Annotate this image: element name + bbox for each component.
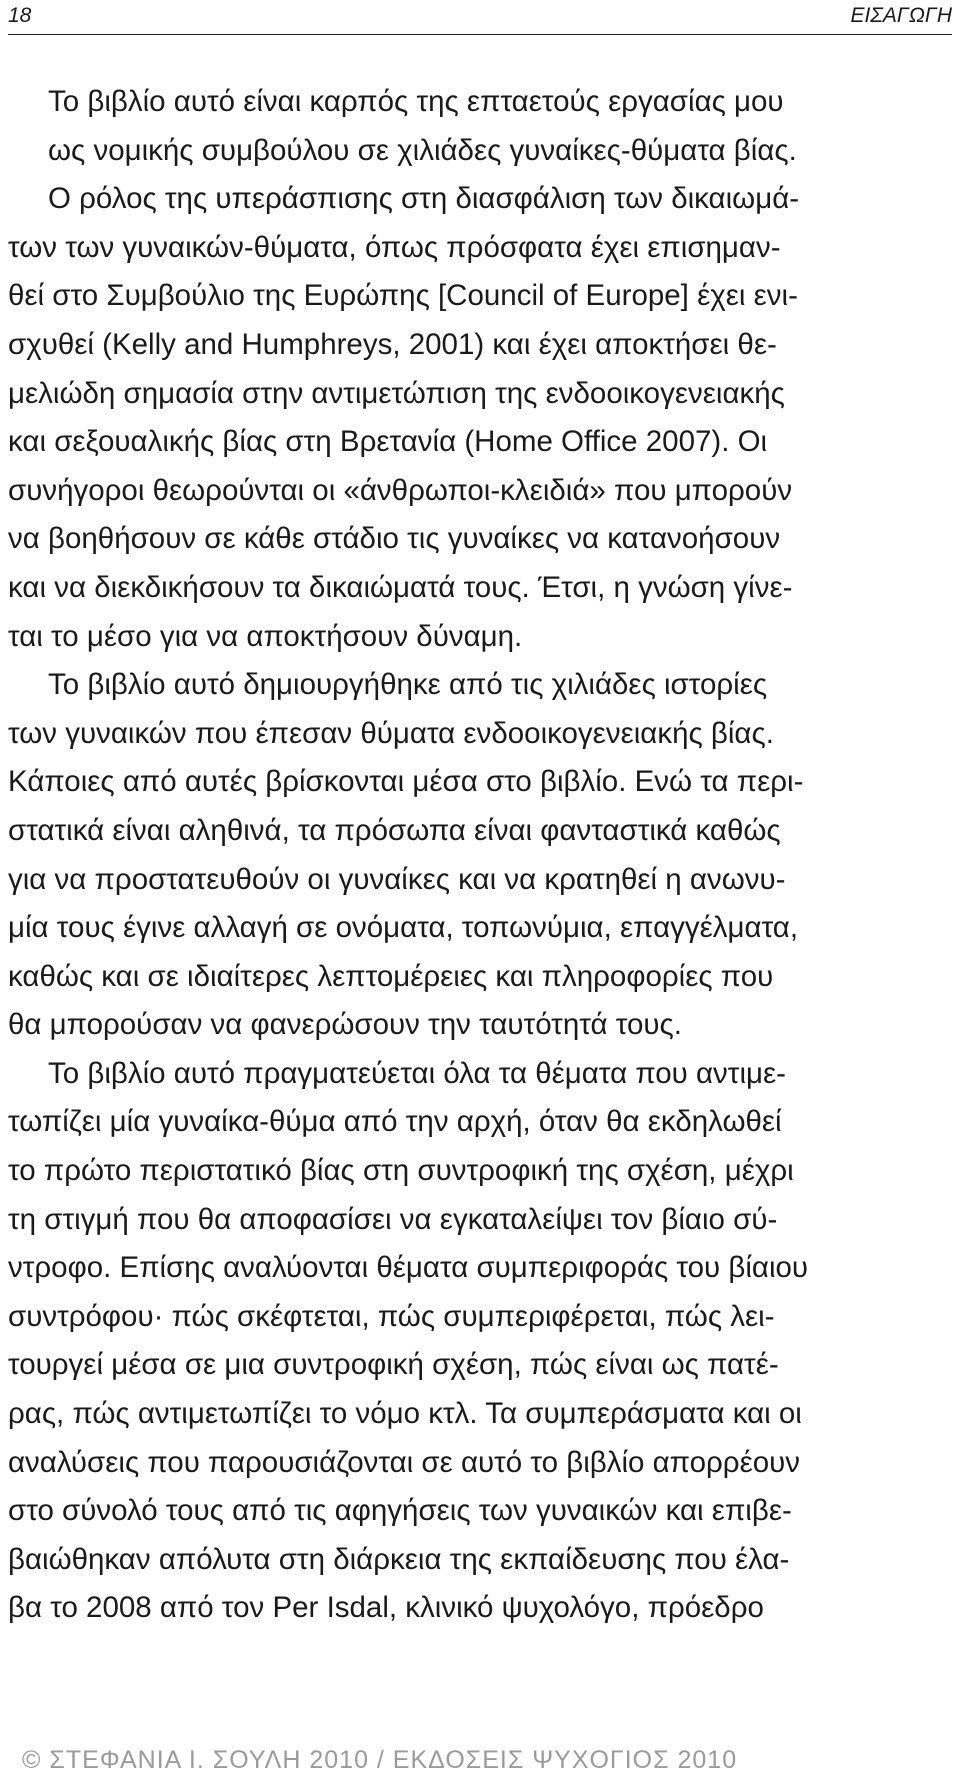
- text-line: Το βιβλίο αυτό δημιουργήθηκε από τις χιλιάδες ιστορίες: [48, 668, 768, 702]
- text-line: θα μπορούσαν να φανερώσουν την ταυτότητά τους.: [8, 1008, 682, 1042]
- text-line: θεί στο Συμβούλιο της Ευρώπης [Council of Europe] έχει ενι-: [8, 279, 798, 313]
- text-line: αναλύσεις που παρουσιάζονται σε αυτό το βιβλίο απορρέουν: [8, 1445, 801, 1479]
- text-line: Ο ρόλος της υπεράσπισης στη διασφάλιση των δικαιωμά-: [48, 182, 800, 216]
- text-line: μία τους έγινε αλλαγή σε ονόματα, τοπωνύμια, επαγγέλματα,: [8, 911, 799, 945]
- section-title: ΕΙΣΑΓΩΓΗ: [850, 4, 952, 27]
- text-line: τη στιγμή που θα αποφασίσει να εγκαταλείψει τον βίαιο σύ-: [8, 1202, 778, 1236]
- running-header: [8, 0, 952, 35]
- body-text: [8, 78, 956, 1633]
- text-line: Κάποιες από αυτές βρίσκονται μέσα στο βιβλίο. Ενώ τα περι-: [8, 765, 804, 799]
- copyright-footer: © ΣΤΕΦΑΝΙΑ Ι. ΣΟΥΛΗ 2010 / ΕΚΔΟΣΕΙΣ ΨΥΧΟΓΙΟΣ 2010: [22, 1746, 738, 1774]
- text-line: στο σύνολό τους από τις αφηγήσεις των γυναικών και επιβε-: [8, 1494, 792, 1528]
- text-line: ως νομικής συμβούλου σε χιλιάδες γυναίκες-θύματα βίας.: [48, 133, 797, 167]
- text-line: βα το 2008 από τον Per Isdal, κλινικό ψυχολόγο, πρόεδρο: [8, 1591, 764, 1625]
- text-line: καθώς και σε ιδιαίτερες λεπτομέρειες και πληροφορίες που: [8, 959, 774, 993]
- text-line: ντροφο. Επίσης αναλύονται θέματα συμπεριφοράς του βίαιου: [8, 1251, 809, 1285]
- text-line: ρας, πώς αντιμετωπίζει το νόμο κτλ. Τα συμπεράσματα και οι: [8, 1397, 802, 1431]
- text-line: Το βιβλίο αυτό πραγματεύεται όλα τα θέματα που αντιμε-: [48, 1056, 786, 1090]
- text-line: μελιώδη σημασία στην αντιμετώπιση της ενδοοικογενειακής: [8, 376, 785, 410]
- text-line: ται το μέσο για να αποκτήσουν δύναμη.: [8, 619, 523, 653]
- page-number: 18: [8, 4, 32, 27]
- text-line: και να διεκδικήσουν τα δικαιώματά τους. Έτσι, η γνώση γίνε-: [8, 570, 793, 604]
- text-line: για να προστατευθούν οι γυναίκες και να κρατηθεί η ανωνυ-: [8, 862, 786, 896]
- text-line: των των γυναικών-θύματα, όπως πρόσφατα έχει επισημαν-: [8, 230, 781, 264]
- text-line: βαιώθηκαν απόλυτα στη διάρκεια της εκπαίδευσης που έλα-: [8, 1542, 790, 1576]
- text-line: των γυναικών που έπεσαν θύματα ενδοοικογενειακής βίας.: [8, 716, 774, 750]
- text-line: και σεξουαλικής βίας στη Βρετανία (Home Office 2007). Οι: [8, 425, 768, 459]
- text-line: σχυθεί (Kelly and Humphreys, 2001) και έχει αποκτήσει θε-: [8, 327, 777, 361]
- text-line: στατικά είναι αληθινά, τα πρόσωπα είναι φανταστικά καθώς: [8, 813, 781, 847]
- text-line: συνήγοροι θεωρούνται οι «άνθρωποι-κλειδιά» που μπορούν: [8, 473, 793, 507]
- text-line: τωπίζει μία γυναίκα-θύμα από την αρχή, όταν θα εκδηλωθεί: [8, 1105, 782, 1139]
- text-line: Το βιβλίο αυτό είναι καρπός της επταετούς εργασίας μου: [48, 85, 784, 118]
- text-line: τουργεί μέσα σε μια συντροφική σχέση, πώς είναι ως πατέ-: [8, 1348, 779, 1382]
- text-line: το πρώτο περιστατικό βίας στη συντροφική της σχέση, μέχρι: [8, 1154, 794, 1188]
- text-line: να βοηθήσουν σε κάθε στάδιο τις γυναίκες να κατανοήσουν: [8, 522, 781, 556]
- text-line: συντρόφου· πώς σκέφτεται, πώς συμπεριφέρεται, πώς λει-: [8, 1299, 775, 1333]
